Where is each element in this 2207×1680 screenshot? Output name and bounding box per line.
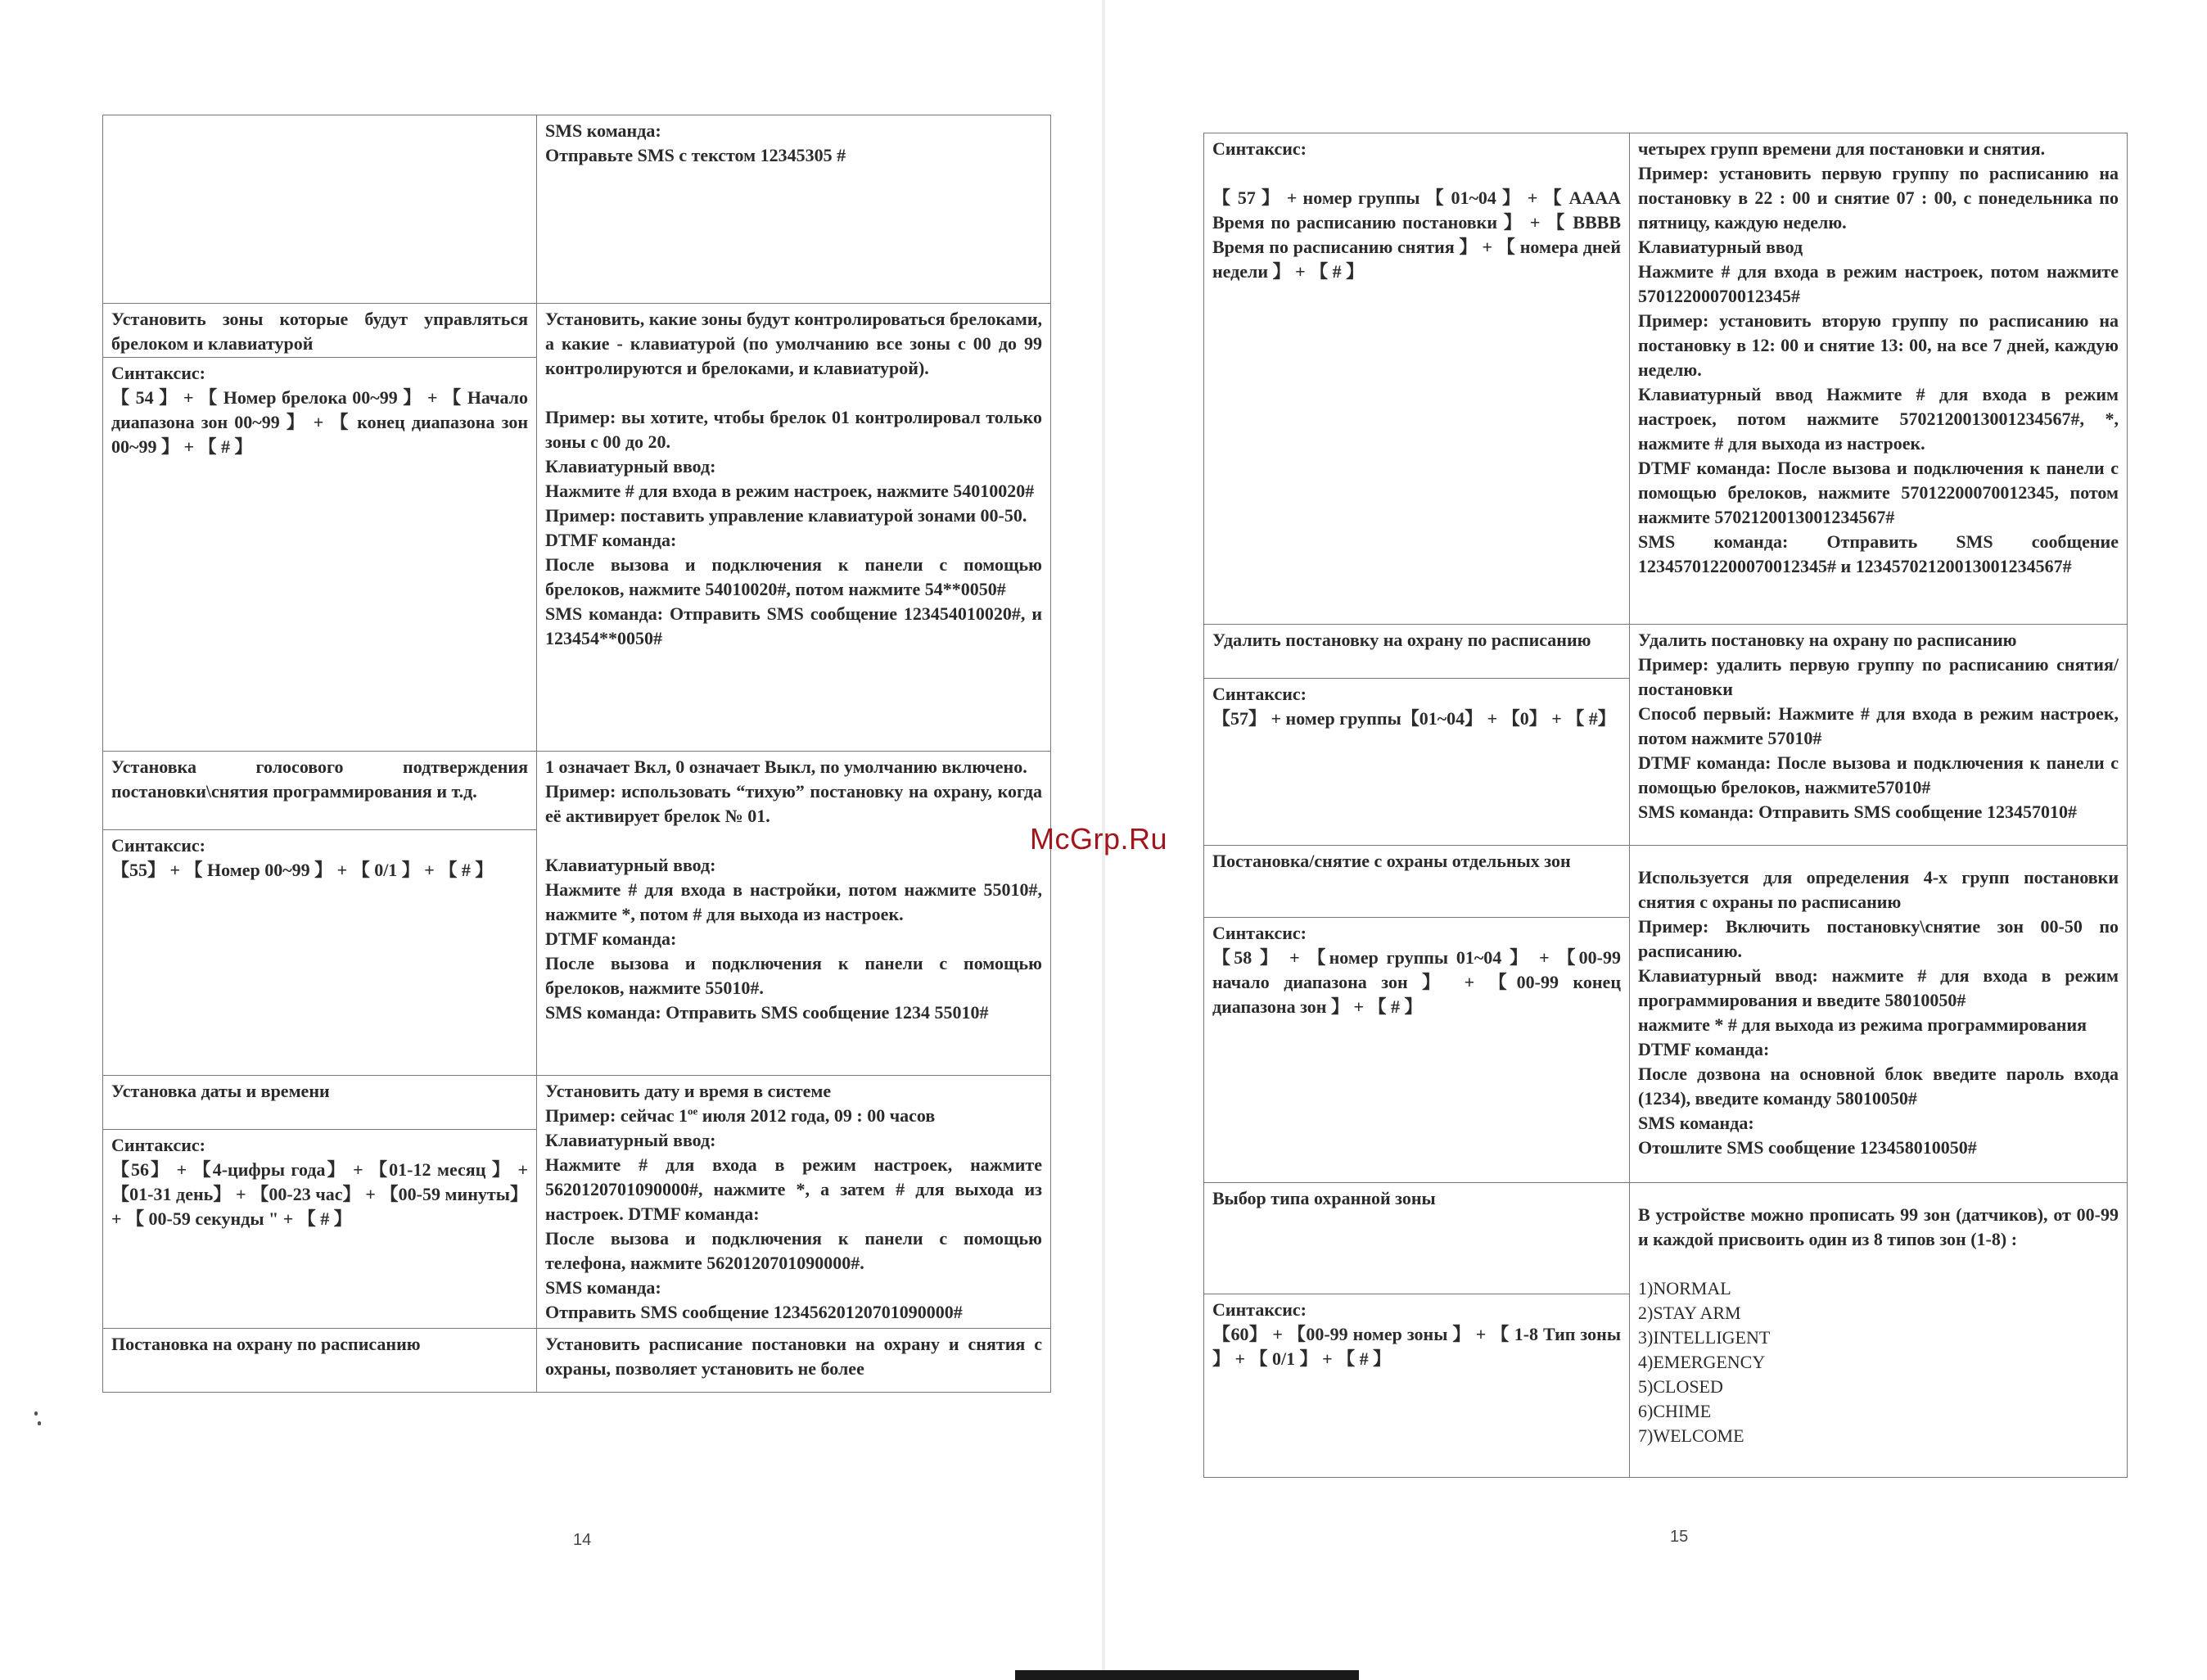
detail-line: SMS команда: Отправить SMS сообщение 1234 55010# bbox=[545, 1002, 989, 1023]
detail-line: Установить дату и время в системе bbox=[545, 1081, 832, 1101]
table-row bbox=[1204, 1183, 2128, 1478]
detail-line: Пример: вы хотите, чтобы брелок 01 контролировал только зоны с 00 до 20. bbox=[545, 407, 1042, 452]
detail-line: После дозвона на основной блок введите пароль входа (1234), введите команду 58010050# bbox=[1638, 1064, 2119, 1109]
detail-line: DTMF команда: После вызова и подключения к панели с помощью брелоков, нажмите57010# bbox=[1638, 752, 2119, 797]
scan-speck bbox=[34, 1411, 38, 1416]
detail-line: Пример: поставить управление клавиатурой зонами 00-50. bbox=[545, 505, 1027, 526]
detail-line: DTMF команда: bbox=[545, 928, 677, 949]
detail-line: DTMF команда: После вызова и подключения к панели с помощью брелоков, нажмите 57012200070012345, потом нажмите 5702120013001234567# bbox=[1638, 458, 2119, 527]
detail-line: четырех групп времени для постановки и снятия. bbox=[1638, 138, 2046, 159]
zone-type-item: 5)CLOSED bbox=[1638, 1376, 1723, 1397]
description-cell bbox=[103, 304, 537, 752]
syntax-block: Синтаксис: 【 54 】 + 【 Номер брелока 00~99 】 + 【 Начало диапазона зон 00~99 】 + 【 конец диапазона зон 00~99 】 + 【 # 】 bbox=[111, 363, 528, 457]
detail-line: 1 означает Вкл, 0 означает Выкл, по умолчанию включено. bbox=[545, 756, 1027, 777]
scan-edge bbox=[1015, 1670, 1359, 1680]
syntax-block: Синтаксис: 【58 】 + 【номер группы 01~04 】 + 【00-99 начало диапазона зон 】 + 【00-99 конец диапазона зон 】 + 【 # 】 bbox=[1212, 923, 1621, 1017]
details-cell bbox=[537, 304, 1051, 752]
detail-line: Установить, какие зоны будут контролироваться брелоками, а какие - клавиатурой (по умолчанию все зоны с 00 до 99 контролируются и брелоками, и клавиатурой). bbox=[545, 309, 1042, 378]
table-row bbox=[103, 1329, 1051, 1393]
detail-line: Пример: использовать “тихую” постановку на охрану, когда её активирует брелок № 01. bbox=[545, 781, 1042, 826]
table-row bbox=[1204, 625, 2128, 846]
detail-line: Клавиатурный ввод: bbox=[545, 1130, 716, 1150]
command-title: Выбор типа охранной зоны bbox=[1204, 1183, 1629, 1294]
left-command-table bbox=[102, 115, 1051, 1393]
detail-line: Пример: сейчас $1^{ое}$ июля 2012 года, 09 : 00 часов bbox=[545, 1104, 936, 1126]
zone-type-item: 1)NORMAL bbox=[1638, 1278, 1731, 1298]
detail-line: Пример: удалить первую группу по расписанию снятия/постановки bbox=[1638, 654, 2119, 699]
zone-type-item: 4)EMERGENCY bbox=[1638, 1352, 1766, 1372]
description-cell bbox=[1204, 1183, 1630, 1478]
detail-line: Используется для определения 4-х групп постановки снятия с охраны по расписанию bbox=[1638, 867, 2119, 912]
page-number: 15 bbox=[1670, 1528, 1689, 1546]
syntax-block: Синтаксис: 【55】 + 【 Номер 00~99 】 + 【 0/1 】 + 【 # 】 bbox=[111, 835, 494, 880]
detail-line: Клавиатурный ввод: нажмите # для входа в режим программирования и введите 58010050# bbox=[1638, 965, 2119, 1010]
table-row bbox=[103, 304, 1051, 752]
detail-line: нажмите * # для выхода из режима программирования bbox=[1638, 1014, 2087, 1035]
detail-line: Отошлите SMS сообщение 123458010050# bbox=[1638, 1137, 1977, 1158]
syntax-block: Синтаксис: 【56】 + 【4-цифры года】 + 【01-12 месяц 】 + 【01-31 день】 + 【00-23 час】 + 【00-59 минуты】 + 【 00-59 секунды " + 【 # 】 bbox=[111, 1135, 528, 1229]
detail-line: Пример: Включить постановку\снятие зон 00-50 по расписанию. bbox=[1638, 916, 2119, 961]
command-title: Удалить постановку на охрану по расписанию bbox=[1204, 625, 1629, 679]
table-row bbox=[1204, 846, 2128, 1183]
details-cell bbox=[537, 1329, 1051, 1393]
description-cell bbox=[1204, 625, 1630, 846]
details-cell bbox=[537, 1076, 1051, 1329]
details-cell bbox=[537, 115, 1051, 304]
command-title: Установка голосового подтверждения постановки\снятия программирования и т.д. bbox=[103, 752, 536, 830]
page-number: 14 bbox=[573, 1531, 592, 1549]
detail-line: Клавиатурный ввод bbox=[1638, 237, 1803, 257]
right-page bbox=[1104, 0, 2207, 1680]
description-cell bbox=[103, 115, 537, 304]
site-watermark: McGrp.Ru bbox=[1030, 822, 1168, 856]
detail-line: SMS команда: bbox=[545, 120, 661, 141]
table-row bbox=[1204, 133, 2128, 625]
detail-line: Отправьте SMS с текстом 12345305 # bbox=[545, 145, 846, 165]
detail-line: Клавиатурный ввод Нажмите # для входа в режим настроек, потом нажмите 5702120013001234567#, *, нажмите # для выхода из настроек. bbox=[1638, 384, 2119, 454]
detail-line: Пример: установить вторую группу по расписанию на постановку в 12: 00 и снятие 13: 00, на все 7 дней, каждую неделю. bbox=[1638, 310, 2119, 380]
description-cell bbox=[103, 752, 537, 1076]
syntax-block: Синтаксис: 【57】 + номер группы【01~04】 + 【0】 + 【 #】 bbox=[1212, 684, 1616, 729]
command-title: Установка даты и времени bbox=[103, 1076, 536, 1130]
details-cell bbox=[1630, 133, 2128, 625]
command-title: Постановка/снятие с охраны отдельных зон bbox=[1204, 846, 1629, 918]
detail-line: SMS команда: bbox=[1638, 1113, 1754, 1133]
detail-line: Нажмите # для входа в режим настроек, нажмите 54010020# bbox=[545, 481, 1035, 501]
scan-speck bbox=[38, 1421, 41, 1425]
spacer bbox=[545, 381, 1042, 405]
description-cell bbox=[1204, 846, 1630, 1183]
details-cell bbox=[1630, 846, 2128, 1183]
detail-line: SMS команда: Отправить SMS сообщение 123457012200070012345# и 12345702120013001234567# bbox=[1638, 531, 2119, 576]
table-row bbox=[103, 115, 1051, 304]
description-cell bbox=[103, 1076, 537, 1329]
syntax-block: Синтаксис: 【 57 】 + номер группы 【 01~04 】 + 【 AAAA Время по расписанию постановки 】 + 【 BBBB Время по расписанию снятия 】 + 【 номера дней недели 】 + 【 # 】 bbox=[1204, 133, 1630, 625]
details-cell bbox=[1630, 1183, 2128, 1478]
spacer bbox=[545, 829, 1042, 853]
detail-line: DTMF команда: bbox=[545, 530, 677, 550]
zone-type-item: 6)CHIME bbox=[1638, 1401, 1712, 1421]
detail-line: Способ первый: Нажмите # для входа в режим настроек, потом нажмите 57010# bbox=[1638, 703, 2119, 748]
table-row bbox=[103, 752, 1051, 1076]
details-cell bbox=[537, 752, 1051, 1076]
detail-line: Удалить постановку на охрану по расписанию bbox=[1638, 630, 2017, 650]
detail-line: Отправить SMS сообщение 12345620120701090000# bbox=[545, 1302, 963, 1322]
detail-line: Установить расписание постановки на охрану и снятия с охраны, позволяет установить не более bbox=[545, 1334, 1042, 1379]
details-cell bbox=[1630, 625, 2128, 846]
detail-line: SMS команда: Отправить SMS сообщение 123454010020#, и 123454**0050# bbox=[545, 603, 1042, 648]
detail-line: После вызова и подключения к панели с помощью брелоков, нажмите 54010020#, потом нажмите 54**0050# bbox=[545, 554, 1042, 599]
detail-line: Нажмите # для входа в режим настроек, потом нажмите 57012200070012345# bbox=[1638, 261, 2119, 306]
detail-line: В устройстве можно прописать 99 зон (датчиков), от 00-99 и каждой присвоить один из 8 типов зон (1-8) : bbox=[1638, 1204, 2119, 1249]
detail-line: После вызова и подключения к панели с помощью брелоков, нажмите 55010#. bbox=[545, 953, 1042, 998]
spacer bbox=[1638, 1252, 2119, 1276]
zone-type-item: 7)WELCOME bbox=[1638, 1425, 1744, 1446]
table-row bbox=[103, 1076, 1051, 1329]
detail-line: SMS команда: bbox=[545, 1277, 661, 1298]
syntax-block: Синтаксис: 【60】 + 【00-99 номер зоны 】 + 【 1-8 Тип зоны 】 + 【 0/1 】 + 【 # 】 bbox=[1212, 1299, 1621, 1369]
zone-type-item: 3)INTELLIGENT bbox=[1638, 1327, 1771, 1348]
detail-line: Пример: установить первую группу по расписанию на постановку в 22 : 00 и снятие 07 : 00, с понедельника по пятницу, каждую неделю. bbox=[1638, 163, 2119, 233]
detail-line: Клавиатурный ввод: bbox=[545, 855, 716, 875]
detail-line: Клавиатурный ввод: bbox=[545, 456, 716, 476]
command-title: Постановка на охрану по расписанию bbox=[103, 1329, 537, 1393]
detail-line: DTMF команда: bbox=[1638, 1039, 1770, 1059]
detail-line: После вызова и подключения к панели с помощью телефона, нажмите 5620120701090000#. bbox=[545, 1228, 1042, 1273]
detail-line: Нажмите # для входа в настройки, потом нажмите 55010#, нажмите *, потом # для выхода из настроек. bbox=[545, 879, 1042, 924]
command-title: Установить зоны которые будут управляться брелоком и клавиатурой bbox=[103, 304, 536, 358]
detail-line: SMS команда: Отправить SMS сообщение 123457010# bbox=[1638, 802, 2077, 822]
detail-line: Нажмите # для входа в режим настроек, нажмите 5620120701090000#, нажмите *, а затем # для выхода из настроек. DTMF команда: bbox=[545, 1154, 1042, 1224]
right-command-table bbox=[1203, 133, 2128, 1478]
zone-type-item: 2)STAY ARM bbox=[1638, 1303, 1741, 1323]
